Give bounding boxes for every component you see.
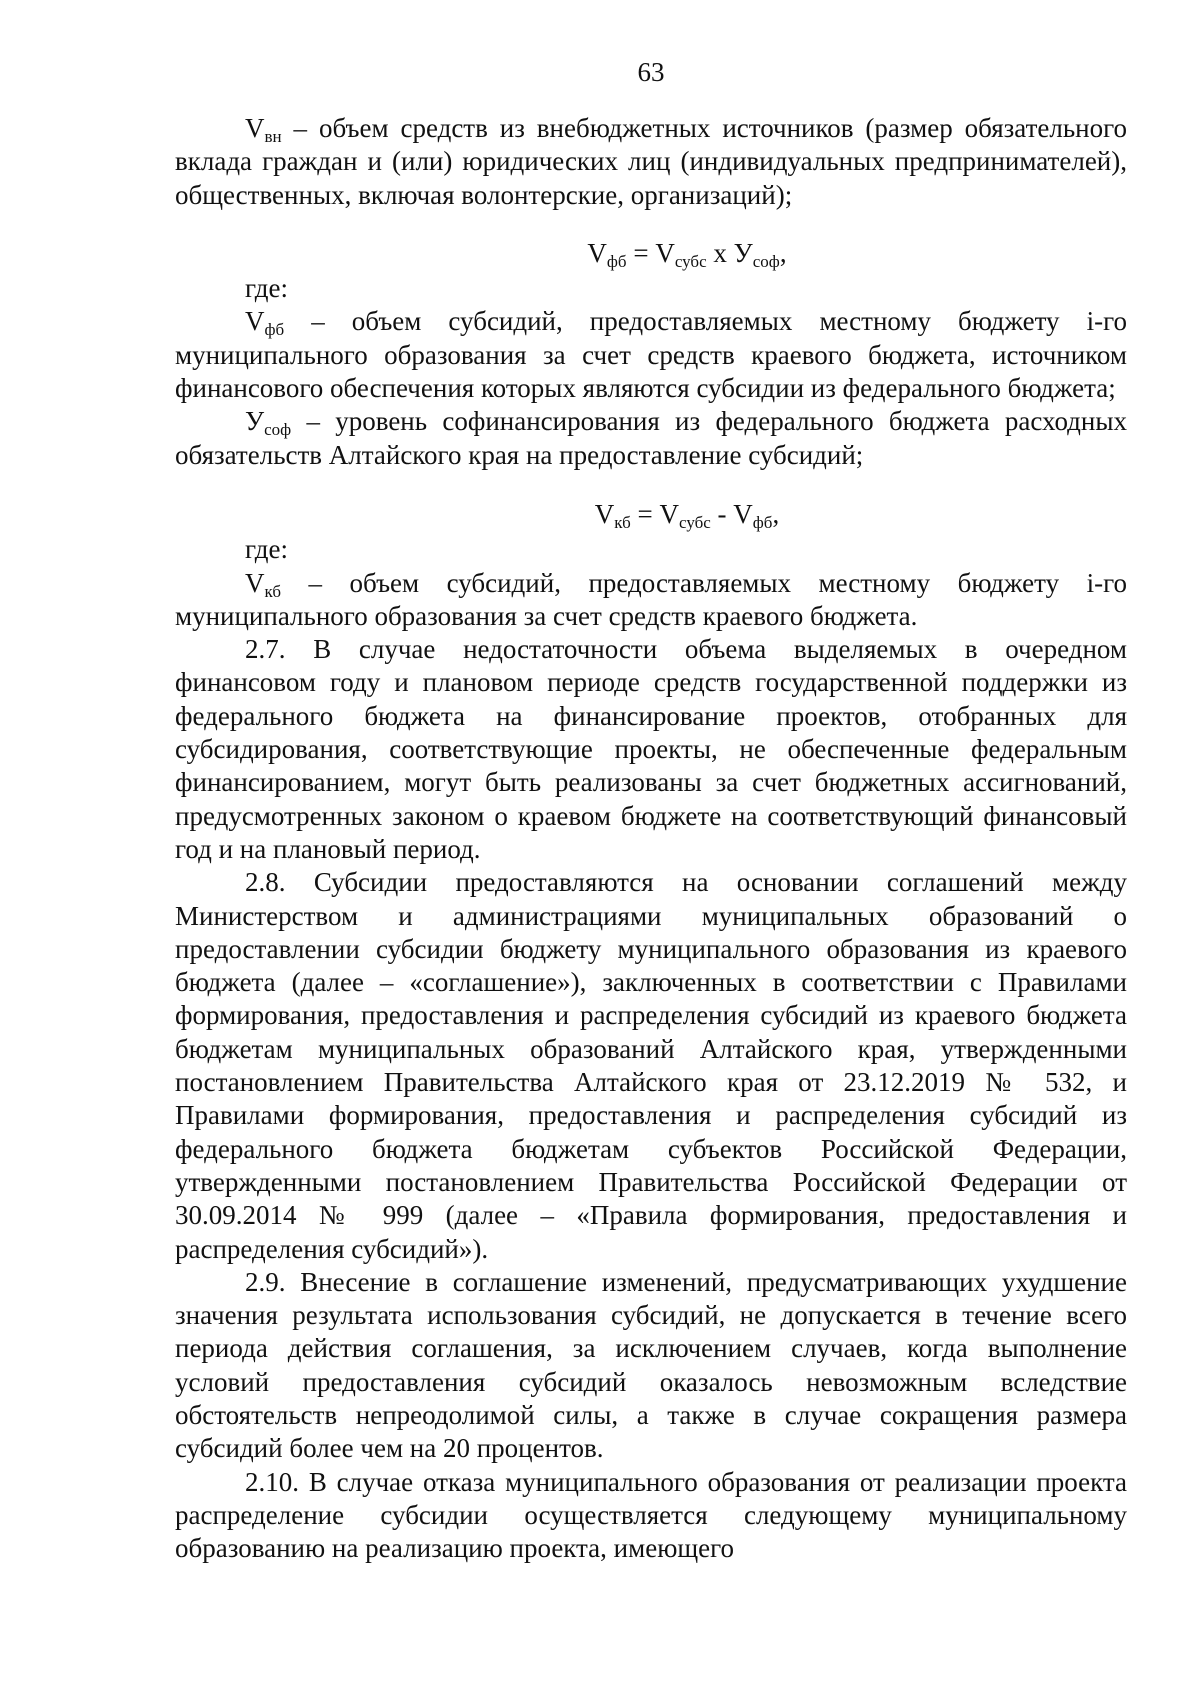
symbol-u: У [245, 406, 265, 437]
document-body [175, 112, 1127, 1565]
subscript-kb: кб [264, 581, 281, 601]
subscript-fb: фб [752, 512, 773, 532]
formula-equals: = [630, 498, 660, 529]
symbol-v: V [245, 306, 265, 337]
definition-text: – объем субсидий, предоставляемых местному бюджету і-го муниципального образования за счет средств краевого бюджета, источником финансового обеспечения которых являются субсидии из федерального бюджета; [175, 306, 1127, 404]
symbol-v: V [245, 113, 265, 143]
definition-text: – объем средств из внебюджетных источников (размер обязательного вклада граждан и (или) юридических лиц (индивидуальных предпринимателей), общественных, включая волонтерские, организаций); [175, 113, 1127, 210]
definition-v-kb [175, 567, 1127, 634]
subscript-vn: вн [264, 127, 282, 146]
formula-end: , [779, 237, 787, 268]
symbol-v: V [245, 567, 265, 598]
paragraph-2-10: 2.10. В случае отказа муниципального образования от реализации проекта распределение субсидии осуществляется следующему муниципальному образованию на реализацию проекта, имеющего [175, 1466, 1127, 1564]
formula-v-fb [175, 237, 1127, 270]
subscript-sof: соф [264, 420, 292, 440]
definition-v-vn [175, 112, 1127, 212]
formula-equals: = [626, 237, 656, 268]
formula-v-kb [175, 498, 1127, 531]
subscript-fb: фб [606, 251, 627, 271]
symbol-v: V [655, 237, 675, 268]
formula-minus: - [710, 498, 734, 529]
subscript-kb: кб [614, 512, 631, 532]
page-number: 63 [637, 57, 665, 87]
definition-v-fb [175, 305, 1127, 405]
symbol-v: V [594, 498, 615, 529]
symbol-v: V [659, 498, 679, 529]
definition-text: – уровень софинансирования из федерального бюджета расходных обязательств Алтайского края на предоставление субсидий; [175, 406, 1127, 470]
symbol-u: У [733, 237, 753, 268]
paragraph-2-8: 2.8. Субсидии предоставляются на основании соглашений между Министерством и администрациями муниципальных образований о предоставлении субсидии бюджету муниципального образования из краевого бюджета (далее – «соглашение»), заключенных в соответствии с Правилами формирования, предоставления и распределения субсидий из краевого бюджета бюджетам муниципальных образований Алтайского края, утвержденными постановлением Правительства Алтайского края от 23.12.2019 № 532, и Правилами формирования, предоставления и распределения субсидий из федерального бюджета бюджетам субъектов Российской Федерации, утвержденными постановлением Правительства Российской Федерации от 30.09.2014 № 999 (далее – «Правила формирования, предоставления и распределения субсидий»). [175, 867, 1127, 1264]
subscript-sof: соф [752, 251, 780, 271]
paragraph-2-9: 2.9. Внесение в соглашение изменений, предусматривающих ухудшение значения результата использования субсидий, не допускается в течение всего периода действия соглашения, за исключением случаев, когда выполнение условий предоставления субсидий оказалось невозможным вследствие обстоятельств непреодолимой силы, а также в случае сокращения размера субсидий более чем на 20 процентов. [175, 1266, 1127, 1464]
definition-text: – объем субсидий, предоставляемых местному бюджету і-го муниципального образования за счет средств краевого бюджета. [175, 567, 1127, 631]
subscript-subs: субс [679, 512, 711, 532]
formula-end: , [772, 498, 780, 529]
where-label: где: [245, 273, 288, 304]
subscript-subs: субс [674, 251, 707, 271]
where-label: где: [245, 534, 288, 565]
definition-u-sof [175, 405, 1127, 472]
symbol-v: V [733, 498, 753, 529]
formula-multiply: х [706, 237, 734, 268]
symbol-v: V [587, 237, 607, 268]
subscript-fb: фб [264, 320, 285, 340]
paragraph-2-7: 2.7. В случае недостаточности объема выделяемых в очередном финансовом году и плановом периоде средств государственной поддержки из федерального бюджета на финансирование проектов, отобранных для субсидирования, соответствующие проекты, не обеспеченные федеральным финансированием, могут быть реализованы за счет бюджетных ассигнований, предусмотренных законом о краевом бюджете на соответствующий финансовый год и на плановый период. [175, 634, 1127, 864]
